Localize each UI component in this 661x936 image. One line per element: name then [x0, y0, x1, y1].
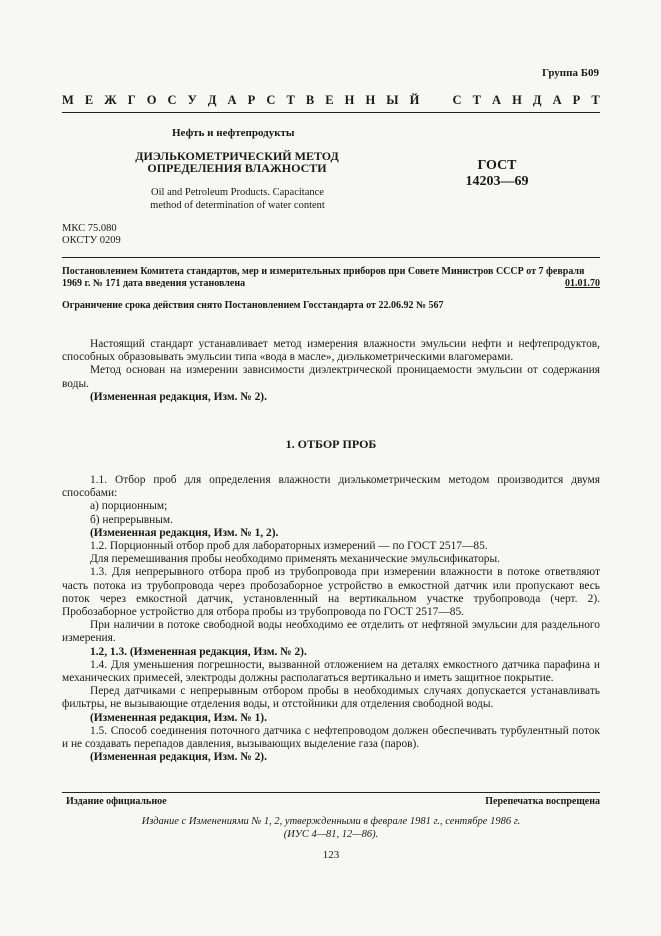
banner-letter: С [266, 93, 276, 107]
decree-line1: Постановлением Комитета стандартов, мер и измерительных приборов при Совете Министров СССР от 7 февраля [62, 266, 585, 277]
banner-letter: Г [127, 93, 136, 107]
banner-letter: Т [591, 93, 600, 107]
group-code: Группа Б09 [542, 67, 599, 79]
banner-letter: А [492, 93, 502, 107]
banner-letter: М [62, 93, 74, 107]
clause-1-1: 1.1. Отбор проб для определения влажности диэлькометрическим методом производится двумя способами: [62, 474, 600, 500]
classification-codes [62, 223, 121, 247]
english-title [140, 186, 335, 212]
list-item-b: б) непрерывным. [90, 513, 173, 526]
decree-rule [62, 257, 600, 258]
decree-line2-row [62, 278, 600, 290]
decree-text [62, 266, 600, 290]
mks-code: МКС 75.080 [62, 223, 117, 234]
intro-paragraph-1: Настоящий стандарт устанавливает метод измерения влажности эмульсии нефти и нефтепродуктов, способных образовывать эмульсии типа «вода в масле», диэлькометрическими влагомерами. [62, 338, 600, 364]
banner-letter: Н [512, 93, 522, 107]
clause-1-4-note: Перед датчиками с непрерывным отбором пробы в необходимых случаях допускается устанавливать фильтры, не вызывающие отделения воды, и отстойники для отделения свободной воды. [62, 685, 600, 711]
amendment-note-3: (Измененная редакция, Изм. № 1). [90, 711, 267, 724]
intro-paragraph-2: Метод основан на измерении зависимости диэлектрической проницаемости эмульсии от содержания воды. [62, 364, 600, 390]
gost-number: 14203—69 [465, 174, 529, 189]
introduction-date: 01.01.70 [565, 278, 600, 289]
clause-1-3: 1.3. Для непрерывного отбора проб из трубопровода при измерении влажности в потоке ответвляют часть потока из трубопровода через пробозаборное устройство в емкостной датчик или пропускают весь поток через емкостной датчик, установленный на вертикальном участке трубопровода (черт. 2). Пробозаборное устройство для отбора пробы из трубопровода по ГОСТ 2517—85. [62, 566, 600, 619]
interstate-standard-banner [62, 93, 600, 108]
banner-letter: Й [409, 93, 420, 107]
amendment-note-1: (Измененная редакция, Изм. № 1, 2). [90, 526, 279, 539]
clause-1-2: 1.2. Порционный отбор проб для лабораторных измерений — по ГОСТ 2517—85. [90, 540, 488, 553]
amendment-note-4: (Измененная редакция, Изм. № 2). [90, 751, 267, 764]
banner-letter: В [305, 93, 315, 107]
gost-label: ГОСТ [477, 158, 517, 173]
footer-rule [62, 792, 600, 793]
clause-1-5: 1.5. Способ соединения поточного датчика с нефтепроводом должен обеспечивать турбулентный поток и не создавать перепадов давления, вызывающих выделение газа (паров). [62, 724, 600, 751]
validity-limit-note: Ограничение срока действия снято Постановлением Госстандарта от 22.06.92 № 567 [62, 300, 444, 311]
subject-title: Нефть и нефтепродукты [172, 127, 295, 139]
section-body [62, 474, 600, 764]
banner-letter: С [452, 93, 462, 107]
standard-title-line2: ОПРЕДЕЛЕНИЯ ВЛАЖНОСТИ [147, 161, 327, 175]
okstu-code: ОКСТУ 0209 [62, 235, 121, 246]
banner-letter: Н [344, 93, 355, 107]
page-number: 123 [322, 849, 340, 861]
banner-letter: Р [572, 93, 581, 107]
banner-letter: Д [207, 93, 217, 107]
banner-letter: Ы [386, 93, 399, 107]
standard-title [132, 150, 342, 174]
intro-amendment: (Измененная редакция, Изм. № 2). [90, 390, 267, 403]
banner-letter: Т [286, 93, 295, 107]
english-title-line2: method of determination of water content [150, 200, 325, 211]
clause-1-2-note: Для перемешивания пробы необходимо применять механические эмульсификаторы. [90, 553, 501, 566]
official-edition-label: Издание официальное [66, 796, 167, 807]
edition-note-line2: (ИУС 4—81, 12—86). [283, 829, 379, 840]
section-heading: 1. ОТБОР ПРОБ [285, 437, 377, 451]
standard-title-line1: ДИЭЛЬКОМЕТРИЧЕСКИЙ МЕТОД [135, 149, 339, 163]
gost-designation [452, 158, 542, 190]
clause-1-3-note: При наличии в потоке свободной воды необходимо ее отделить от нефтяной эмульсии для раздельного измерения. [62, 619, 600, 645]
banner-letter: Д [532, 93, 542, 107]
amendment-note-2: 1.2, 1.3. (Измененная редакция, Изм. № 2). [90, 645, 307, 658]
list-item-a: а) порционным; [90, 500, 168, 513]
edition-note-line1: Издание с Изменениями № 1, 2, утвержденными в феврале 1981 г., сентябре 1986 г. [141, 816, 521, 827]
edition-note [62, 815, 600, 841]
header-rule [62, 112, 600, 113]
banner-letter: С [167, 93, 177, 107]
banner-letter: Р [247, 93, 256, 107]
banner-letter: Ж [104, 93, 117, 107]
english-title-line1: Oil and Petroleum Products. Capacitance [151, 187, 324, 198]
intro-block [62, 338, 600, 404]
banner-letter: А [552, 93, 562, 107]
banner-letter: Н [365, 93, 376, 107]
banner-letter: Е [84, 93, 94, 107]
banner-letter: Е [325, 93, 334, 107]
clause-1-4: 1.4. Для уменьшения погрешности, вызванной отложением на деталях емкостного датчика парафина и механических примесей, электроды должны располагаться вертикально и иметь защитное покрытие. [62, 658, 600, 685]
banner-letter: Т [472, 93, 481, 107]
banner-letter: У [187, 93, 197, 107]
reprint-prohibited-label: Перепечатка воспрещена [485, 796, 600, 807]
banner-letter: А [227, 93, 237, 107]
banner-letter: О [146, 93, 157, 107]
decree-line2: 1969 г. № 171 дата введения установлена [62, 278, 246, 289]
